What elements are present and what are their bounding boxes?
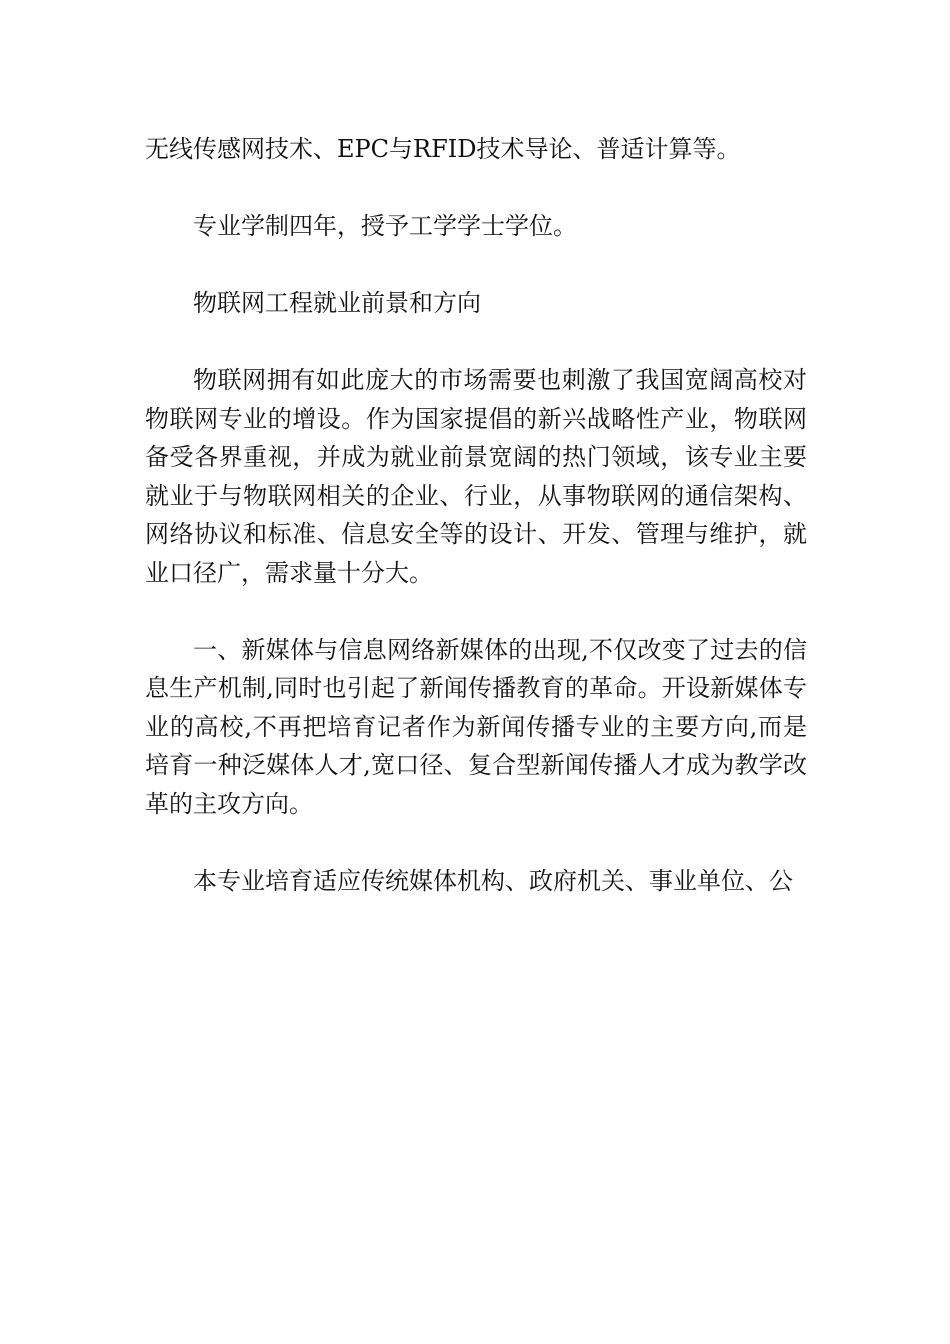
paragraph-3: 物联网拥有如此庞大的市场需要也刺激了我国宽阔高校对物联网专业的增设。作为国家提倡的新兴战略性产业，物联网备受各界重视，并成为就业前景宽阔的热门领域，该专业主要就业于与物联网相关的企业、行业，从事物联网的通信架构、网络协议和标准、信息安全等的设计、开发、管理与维护，就业口径广，需求量十分大。 (145, 366, 807, 587)
paragraph-1: 无线传感网技术、EPC与RFID技术导论、普适计算等。 (145, 135, 741, 163)
paragraph-2: 专业学制四年，授予工学学士学位。 (193, 212, 577, 240)
document-body (145, 130, 807, 939)
section-heading: 物联网工程就业前景和方向 (193, 289, 481, 317)
paragraph-5: 本专业培育适应传统媒体机构、政府机关、事业单位、公 (193, 866, 793, 895)
paragraph-4: 一、新媒体与信息网络新媒体的出现,不仅改变了过去的信息生产机制,同时也引起了新闻传播教育的革命。开设新媒体专业的高校,不再把培育记者作为新闻传播专业的主要方向,而是培育一种泛媒体人才,宽口径、复合型新闻传播人才成为教学改革的主攻方向。 (145, 635, 807, 818)
